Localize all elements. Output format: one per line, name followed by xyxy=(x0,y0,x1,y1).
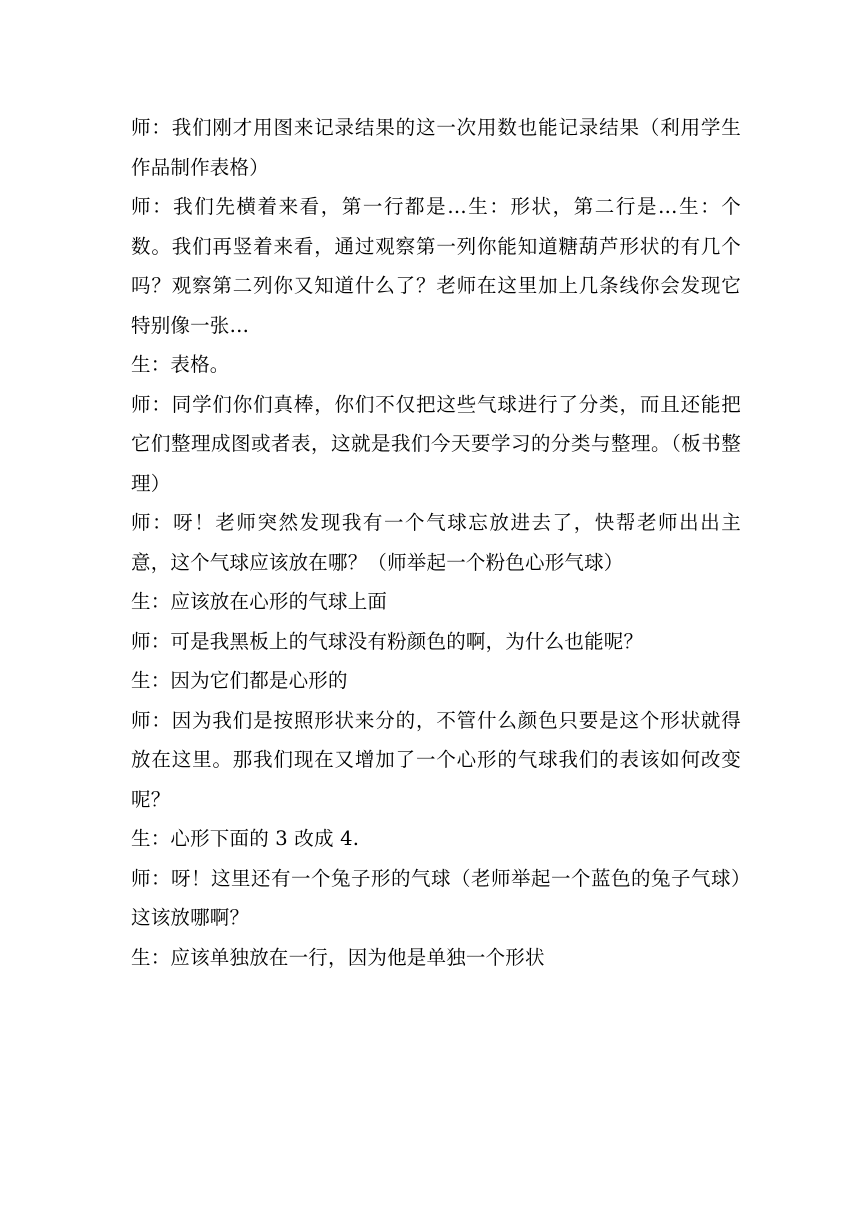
paragraph: 生：因为它们都是心形的 xyxy=(131,669,348,692)
paragraph: 生：表格。 xyxy=(131,353,230,376)
paragraph: 师：因为我们是按照形状来分的，不管什么颜色只要是这个形状就得放在这里。那我们现在又增加了一个心形的气球我们的表该如何改变呢？ xyxy=(131,708,741,811)
paragraph: 生：应该放在心形的气球上面 xyxy=(131,590,388,613)
paragraph: 生：应该单独放在一行，因为他是单独一个形状 xyxy=(131,945,545,969)
paragraph: 师：我们先横着来看，第一行都是…生：形状，第二行是…生：个数。我们再竖着来看，通过观察第一列你能知道糖葫芦形状的有几个吗？观察第二列你又知道什么了？老师在这里加上几条线你会发现它特别像一张… xyxy=(131,195,741,337)
paragraph: 师：可是我黑板上的气球没有粉颜色的啊，为什么也能呢？ xyxy=(131,629,644,653)
document-body xyxy=(131,108,741,977)
paragraph: 生：心形下面的 3 改成 4. xyxy=(131,827,360,850)
paragraph: 师：同学们你们真棒，你们不仅把这些气球进行了分类，而且还能把它们整理成图或者表，这就是我们今天要学习的分类与整理。（板书整理） xyxy=(131,392,741,495)
paragraph: 师：呀！这里还有一个兔子形的气球（老师举起一个蓝色的兔子气球）这该放哪啊？ xyxy=(131,866,741,929)
paragraph: 师：呀！老师突然发现我有一个气球忘放进去了，快帮老师出出主意，这个气球应该放在哪？（师举起一个粉色心形气球） xyxy=(131,511,741,574)
paragraph: 师：我们刚才用图来记录结果的这一次用数也能记录结果（利用学生作品制作表格） xyxy=(131,116,741,179)
